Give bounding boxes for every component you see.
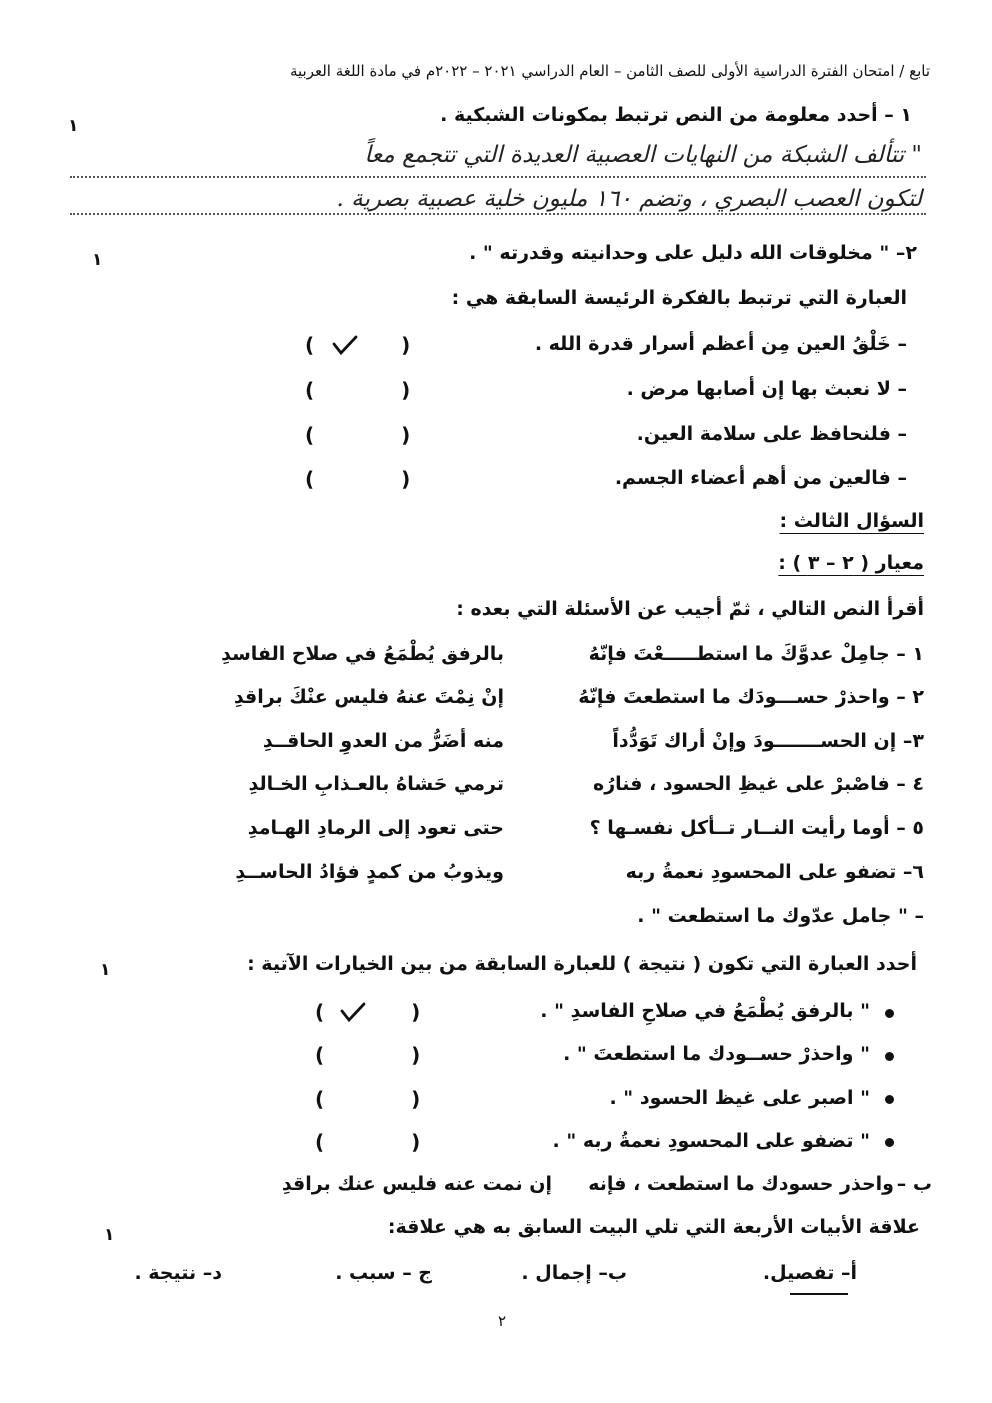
bullet-icon	[885, 1095, 894, 1104]
q3-option-2: " واحذرْ حســودك ما استطعتَ " .	[563, 1043, 870, 1065]
q4-choice-b: ب– إجمال .	[521, 1262, 627, 1284]
q2-check-mark-icon	[332, 334, 358, 356]
q2-text: ٢– " مخلوقات الله دليل على وحدانيته وقدرته " .	[469, 242, 917, 264]
bullet-icon	[885, 1052, 894, 1061]
poem-line-2-right: ٢ – واحذرْ حســـودَك ما استطعتَ فإنّهُ	[578, 686, 924, 708]
q2-paren-3: ( )	[305, 423, 451, 447]
q1-text: ١ – أحدد معلومة من النص ترتبط بمكونات الشبكية .	[440, 104, 912, 126]
q4-verse-label: ب –	[896, 1173, 932, 1195]
poem-line-4-right: ٤ – فاصْبرْ على غيظِ الحسود ، فنارُه	[592, 773, 924, 795]
page-number: ٢	[498, 1312, 507, 1330]
dotted-line-2	[70, 213, 926, 215]
q2-option-1: – خَلْقُ العين مِن أعظم أسرار قدرة الله .	[534, 333, 907, 355]
poem-line-4-left: ترمي حَشاهُ بالعـذابِ الخـالدِ	[248, 773, 504, 795]
q2-paren-1: ( )	[305, 333, 451, 357]
q4-choice-c: ج – سبب .	[335, 1262, 432, 1284]
q2-prompt: العبارة التي ترتبط بالفكرة الرئيسة السابقة هي :	[451, 287, 907, 309]
q4-verse-right: واحذر حسودك ما استطعت ، فإنه	[588, 1173, 894, 1195]
q1-answer-line2: لتكون العصب البصري ، وتضم ١٦٠ مليون خلية عصبية بصرية .	[336, 186, 922, 212]
poem-line-2-left: إنْ نِمْتَ عنهُ فليس عنْكَ براقدِ	[233, 686, 504, 708]
poem-line-3-left: منه أضَرُّ من العدوِ الحاقــدِ	[262, 730, 504, 752]
q2-paren-4: ( )	[305, 467, 451, 491]
poem-line-6-left: ويذوبُ من كمدٍ فؤادُ الحاســدِ	[235, 861, 504, 883]
poem-line-5-right: ٥ – أوما رأيت النــار تــأكل نفسـها ؟	[589, 817, 924, 839]
q3-paren-2: ( )	[315, 1043, 461, 1067]
q4-prompt: علاقة الأبيات الأربعة التي تلي البيت السابق به هي علاقة:	[387, 1216, 920, 1238]
q3-paren-1: ( )	[315, 1000, 461, 1024]
q4-choice-a: أ– تفصيل.	[762, 1262, 857, 1284]
q1-mark: ١	[68, 116, 79, 136]
q3-option-1: " بالرفق يُطْمَعُ في صلاحِ الفاسدِ " .	[540, 1000, 870, 1022]
bullet-icon	[885, 1009, 894, 1018]
poem-line-5-left: حتى تعود إلى الرمادِ الهـامدِ	[247, 817, 504, 839]
q2-option-4: – فالعين من أهم أعضاء الجسم.	[614, 467, 907, 489]
section-instruction: أقرأ النص التالي ، ثمّ أجيب عن الأسئلة التي بعده :	[456, 598, 924, 620]
q4-mark: ١	[104, 1225, 115, 1245]
q2-paren-2: ( )	[305, 378, 451, 402]
exam-header: تابع / امتحان الفترة الدراسية الأولى للصف الثامن – العام الدراسي ٢٠٢١ – ٢٠٢٢م في مادة اللغة العربية	[289, 62, 930, 80]
q1-answer-line1: " تتألف الشبكة من النهايات العصبية العديدة التي تتجمع معاً	[364, 142, 922, 168]
q4-choice-d: د– نتيجة .	[134, 1262, 222, 1284]
poem-line-6-right: ٦– تضفو على المحسودِ نعمةُ ربه	[625, 861, 924, 883]
q3-prompt: أحدد العبارة التي تكون ( نتيجة ) للعبارة السابقة من بين الخيارات الآتية :	[247, 953, 917, 975]
q3-paren-4: ( )	[315, 1130, 461, 1154]
q3-quote: – " جامل عدّوك ما استطعت " .	[637, 905, 924, 927]
q3-check-mark-icon	[340, 1001, 366, 1023]
choice-a-underline	[790, 1293, 848, 1295]
q3-mark: ١	[100, 960, 111, 980]
q3-paren-3: ( )	[315, 1087, 461, 1111]
q4-verse-left: إن نمت عنه فليس عنك براقدِ	[281, 1173, 552, 1195]
bullet-icon	[885, 1138, 894, 1147]
q2-option-2: – لا نعبث بها إن أصابها مرض .	[626, 378, 907, 400]
poem-line-1-right: ١ – جامِلْ عدوَّكَ ما استطـــــعْتَ فإنّهُ	[588, 643, 924, 665]
q2-option-3: – فلنحافظ على سلامة العين.	[636, 423, 907, 445]
section-criterion: معيار ( ٢ – ٣ ) :	[778, 552, 924, 574]
q2-mark: ١	[92, 250, 103, 270]
poem-line-1-left: بالرفق يُطْمَعُ في صلاح الفاسدِ	[221, 643, 504, 665]
q3-option-4: " تضفو على المحسودِ نعمةُ ربه " .	[552, 1130, 870, 1152]
section-title: السؤال الثالث :	[779, 510, 924, 532]
q3-option-3: " اصبر على غيظ الحسود " .	[609, 1087, 870, 1109]
poem-line-3-right: ٣– إن الحســـــــودَ وإنْ أراك تَوَدُّداً	[612, 730, 924, 752]
dotted-line-1	[70, 176, 926, 178]
